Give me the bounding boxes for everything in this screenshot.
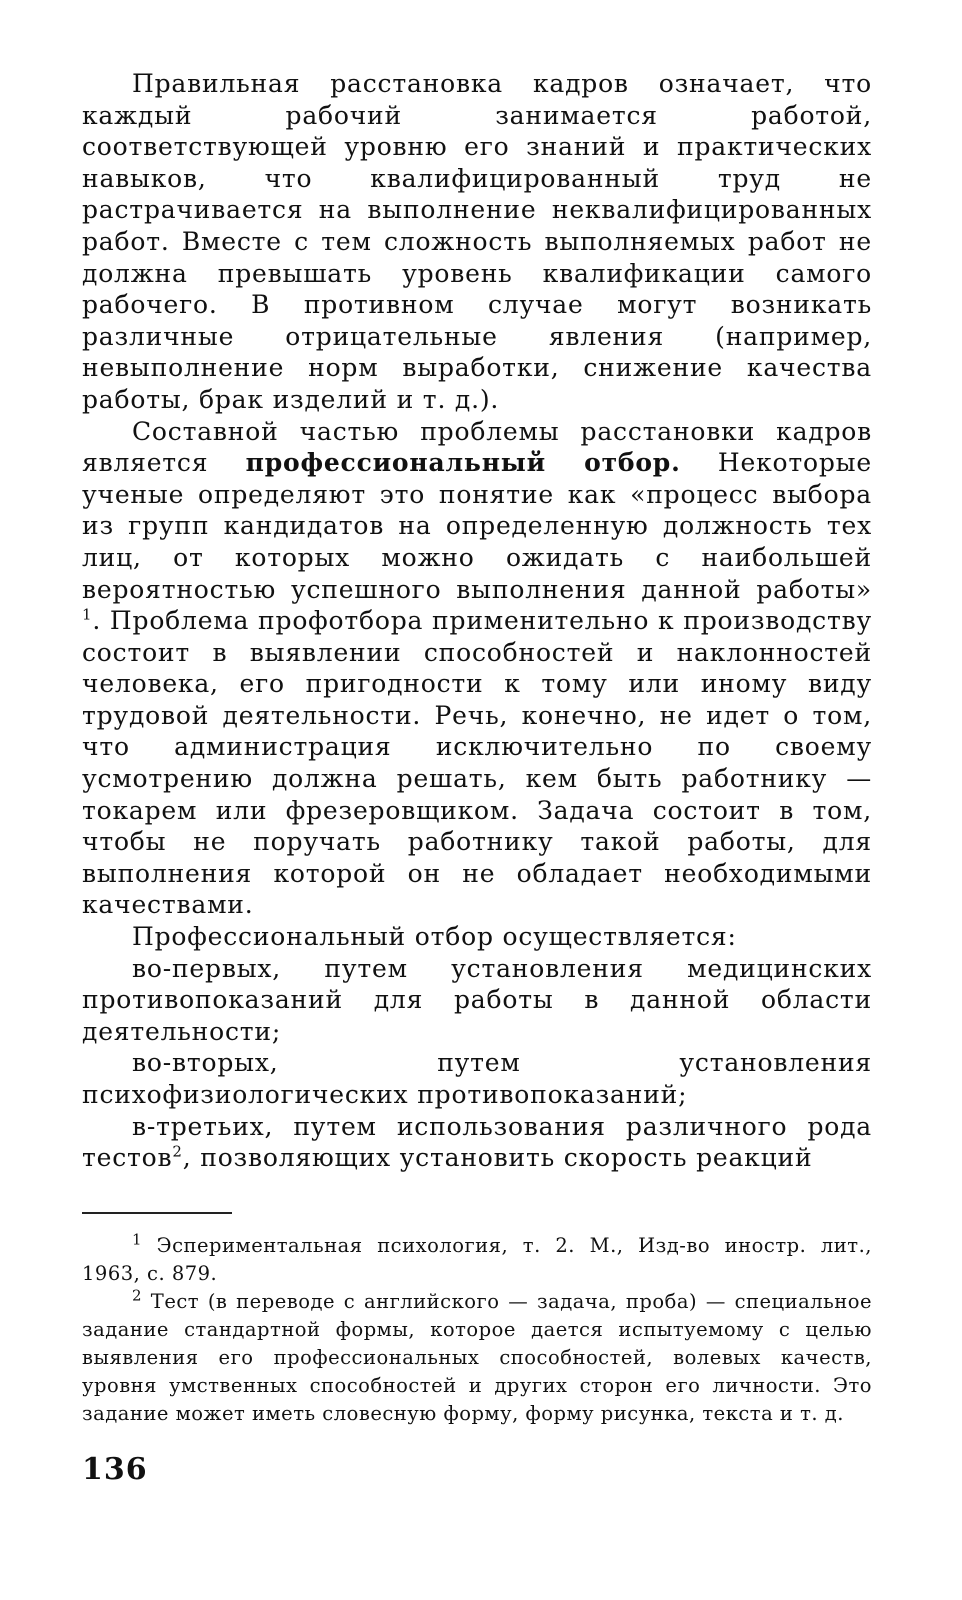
footnote-ref-2: 2 xyxy=(172,1142,183,1161)
footnote-1 xyxy=(82,1232,872,1288)
paragraph-4: во-первых, путем установления медицинских противопоказаний для работы в данной области деятельности; xyxy=(82,953,872,1046)
paragraph-2-end: . Проблема профотбора применительно к производству состоит в выявлении способностей и наклонностей человека, его пригодности к тому или иному виду трудовой деятельности. Речь, конечно, не идет о том, что администрация исключительно по своему усмотрению должна решать, кем быть работнику — токарем или фрезеровщиком. Задача состоит в том, чтобы не поручать работнику такой работы, для выполнения которой он не обладает необходимыми качествами. xyxy=(82,606,872,920)
footnote-2-mark: 2 xyxy=(132,1286,143,1305)
footnote-1-text: Эспериментальная психология, т. 2. М., Изд-во иностр. лит., 1963, с. 879. xyxy=(82,1234,872,1285)
paragraph-6 xyxy=(82,1111,872,1174)
term-professional-selection: профессиональный отбор. xyxy=(245,448,681,478)
footnote-ref-1: 1 xyxy=(82,605,93,624)
paragraph-2-quote: Некоторые ученые определяют это понятие как «процесс выбора из групп кандидатов на определенную должность тех лиц, от которых можно ожидать с наибольшей вероятностью успешного выполнения данной работы» xyxy=(82,448,872,604)
paragraph-5: во-вторых, путем установления психофизиологических противопоказаний; xyxy=(82,1048,872,1109)
footnote-1-mark: 1 xyxy=(132,1230,143,1249)
paragraph-3: Профессиональный отбор осуществляется: xyxy=(132,922,737,952)
paragraph-2 xyxy=(82,416,872,922)
paragraph-2-start: Составной частью проблемы расстановки кадров является xyxy=(82,416,872,478)
paragraph-6-end: , позволяющих установить скорость реакций xyxy=(182,1143,813,1173)
footnote-2-text: Тест (в переводе с английского — задача, проба) — специальное задание стандартной формы, которое дается испытуемому с целью выявления его профессиональных способностей, волевых качеств, уровня умственных способностей и других сторон его личности. Это задание может иметь словесную форму, форму рисунка, текста и т. д. xyxy=(82,1290,872,1425)
footnotes xyxy=(82,1232,872,1428)
paragraph-6-start: в-третьих, путем использования различного рода тестов xyxy=(82,1111,872,1173)
footnote-divider xyxy=(82,1212,232,1214)
main-text xyxy=(82,68,872,1174)
paragraph-1: Правильная расстановка кадров означает, что каждый рабочий занимается работой, соответствующей уровню его знаний и практических навыков, что квалифицированный труд не растрачивается на выполнение неквалифицированных работ. Вместе с тем сложность выполняемых работ не должна превышать уровень квалификации самого рабочего. В противном случае могут возникать различные отрицательные явления (например, невыполнение норм выработки, снижение качества работы, брак изделий и т. д.). xyxy=(82,69,872,414)
page-number: 136 xyxy=(82,1452,148,1487)
footnote-2 xyxy=(82,1288,872,1428)
